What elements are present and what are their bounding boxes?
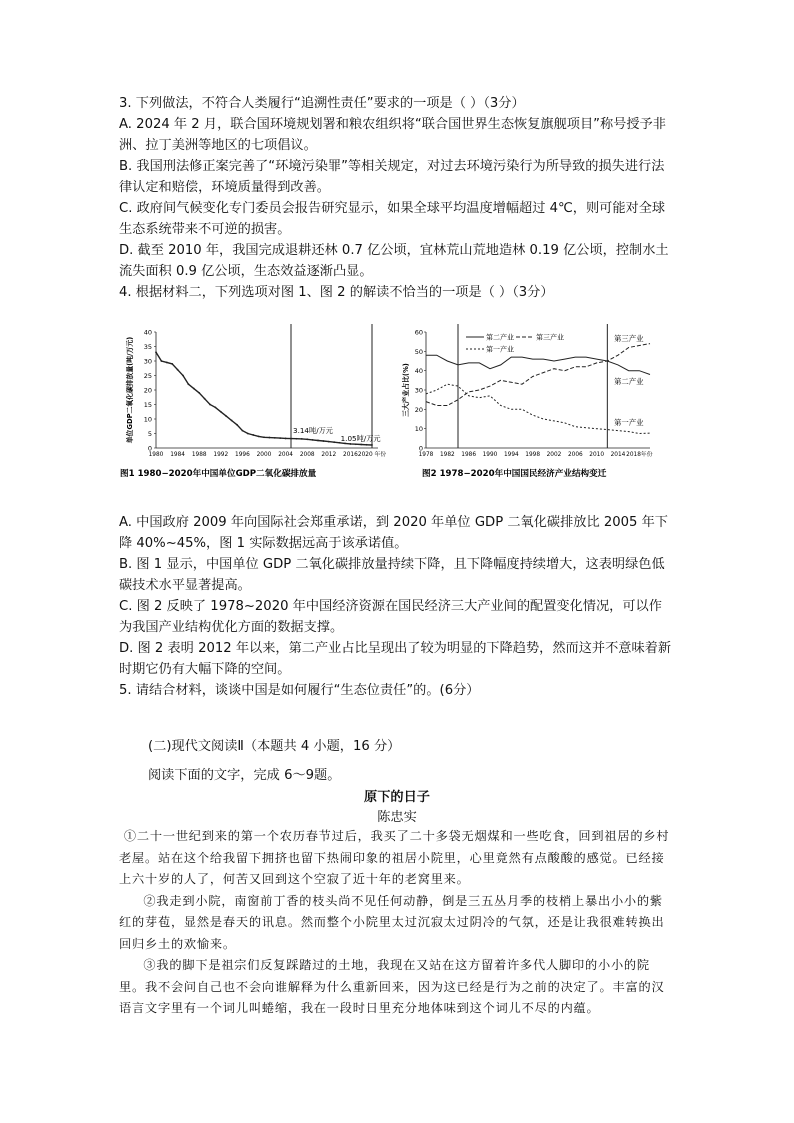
co2-point [279,437,281,439]
reading-instruction: 阅读下面的文字，完成 6～9题。 [148,768,341,783]
legend-label: 第三产业 [536,333,564,342]
question-4-options [119,512,675,701]
x-tick-label: 2002 [546,452,562,458]
co2-point [188,383,190,385]
paragraph-1: ①二十一世纪到来的第一个农历春节过后，我买了二十多袋无烟煤和一些吃食，回到祖居的乡村老屋。站在这个给我留下拥挤也留下热闹印象的祖居小院里，心里竟然有点酸酸的感觉。已经接上六十岁的人了，何苦又回到这个空寂了近十年的老窝里来。 [119,829,670,886]
article-title: 原下的日子 [364,790,430,805]
q3-option-b: B. 我国刑法修正案完善了“环境污染罪”等相关规定，对过去环境污染行为所导致的损失进行法律认定和赔偿，环境质量得到改善。 [119,159,665,195]
right-label-first: 第一产业 [614,418,644,427]
y-tick-label: 20 [143,386,152,395]
co2-point [161,360,163,362]
x-tick-label: 2014 [610,452,626,458]
co2-point [285,438,287,440]
x-tick-label: 1978 [418,452,434,458]
co2-point [177,369,179,371]
y-axis-label: 单位GDP二氧化碳排放量(吨/万元) [126,336,134,444]
co2-point [220,411,222,413]
co2-point [355,443,357,445]
co2-point [155,351,157,353]
x-tick-label: 1984 [170,452,185,458]
y-tick-label: 10 [143,415,152,424]
co2-point [328,441,330,443]
q3-stem: 3. 下列做法，不符合人类履行“追溯性责任”要求的一项是（ ）（3分） [119,96,525,111]
x-tick-label: 2000 [256,452,272,458]
article-author: 陈忠实 [377,810,417,825]
article-body [119,826,675,1020]
co2-point [312,439,314,441]
co2-point [182,375,184,377]
y-tick-label: 0 [418,444,423,453]
y-tick-label: 35 [143,343,152,351]
co2-point [296,438,298,440]
section-heading: (二)现代文阅读Ⅱ（本题共 4 小题，16 分） [148,739,401,754]
co2-point [209,404,211,406]
co2-point [198,392,200,394]
y-tick-label: 25 [143,372,152,380]
x-tick-label: 2016 [343,452,358,458]
x-tick-label: 2010 [589,452,605,458]
q4-option-c: C. 图 2 反映了 1978~2020 年中国经济资源在国民经济三大产业间的配置变化情况，可以作为我国产业结构优化方面的数据支撑。 [119,599,662,635]
co2-point [204,398,206,400]
co2-point [171,363,173,365]
y-tick-label: 40 [143,328,152,337]
co2-point [242,430,244,432]
x-tick-label: 1986 [461,452,477,458]
co2-point [274,437,276,439]
figure-2-caption: 图2 1978−2020年中国国民经济产业结构变迁 [422,469,607,479]
annotation-label: 3.14吨/万元 [293,425,333,435]
paragraph-2: ②我走到小院，南窗前丁香的枝头尚不见任何动静，倒是三五丛月季的枝梢上暴出小小的紫红的芽苞，显然是春天的讯息。然而整个小院里太过沉寂太过阴冷的气氛，还是让我很难转换出回归乡土的欢愉来。 [119,893,665,951]
co2-point [193,388,195,390]
y-tick-label: 15 [143,401,152,409]
y-tick-label: 0 [147,444,152,453]
x-tick-label: 1990 [482,452,498,458]
x-tick-label: 1998 [525,452,541,458]
co2-point [366,444,368,446]
co2-point [258,436,260,438]
y-tick-label: 50 [414,347,423,356]
x-tick-label: 2020 年份 [357,452,387,458]
co2-point [247,433,249,435]
co2-point [215,407,217,409]
x-tick-label: 1980 [148,452,164,458]
x-tick-label: 2008 [299,452,315,458]
y-tick-label: 30 [414,386,423,395]
third-industry-line [426,344,650,406]
co2-point [306,438,308,440]
figure-1-caption: 图1 1980−2020年中国单位GDP二氧化碳排放量 [120,469,317,479]
x-tick-label: 2018年份 [626,452,653,458]
q3-option-d: D. 截至 2010 年，我国完成退耕还林 0.7 亿公顷，宜林荒山荒地造林 0.19 亿公顷，控制水土流失面积 0.9 亿公顷，生态效益逐渐凸显。 [119,243,669,279]
x-tick-label: 2004 [278,452,293,458]
legend-label: 第一产业 [486,345,514,354]
question-3 [119,93,675,303]
paragraph-3: ③我的脚下是祖宗们反复踩踏过的土地，我现在又站在这方留着许多代人脚印的小小的院里。我不会问自己也不会向谁解释为什么重新回来，因为这已经是行为之前的决定了。丰富的汉语言文字里有一个词儿叫蜷缩，我在一段时日里充分地体味到这个词儿不尽的内蕴。 [119,958,665,1015]
x-tick-label: 1992 [213,452,229,458]
x-tick-label: 2006 [567,452,583,458]
q3-option-a: A. 2024 年 2 月，联合国环境规划署和粮农组织将“联合国世界生态恢复旗舰项目”称号授予非洲、拉丁美洲等地区的七项倡议。 [119,117,666,153]
x-tick-label: 2012 [321,452,337,458]
x-tick-label: 1988 [191,452,207,458]
figure-1-co2-chart [118,320,400,482]
y-tick-label: 20 [414,405,423,414]
x-tick-label: 1996 [235,452,250,458]
q4-option-b: B. 图 1 显示，中国单位 GDP 二氧化碳排放量持续下降，且下降幅度持续增大，这表明绿色低碳技术水平显著提高。 [119,557,665,593]
co2-point [225,415,227,417]
legend-label: 第二产业 [486,333,514,342]
co2-point [231,420,233,422]
co2-point [263,436,265,438]
annotation-label: 1.05吨/万元 [340,433,381,443]
x-tick-label: 1994 [503,452,519,458]
co2-point [350,443,352,445]
co2-point [360,444,362,446]
y-tick-label: 40 [414,367,423,376]
co2-series-line [156,352,372,445]
right-label-second: 第二产业 [614,377,644,386]
q3-option-c: C. 政府间气候变化专门委员会报告研究显示，如果全球平均温度增幅超过 4℃，则可能对全球生态系统带来不可逆的损害。 [119,201,666,237]
y-tick-label: 60 [414,328,423,337]
co2-point [236,424,238,426]
y-tick-label: 10 [414,425,423,434]
co2-point [323,440,325,442]
co2-point [252,434,254,436]
x-tick-label: 1982 [439,452,455,458]
y-tick-label: 30 [143,357,152,366]
y-tick-label: 5 [147,430,152,438]
figure-2-industry-chart [400,320,676,482]
q4-option-d: D. 图 2 表明 2012 年以来，第二产业占比呈现出了较为明显的下降趋势，然而这并不意味着新时期它仍有大幅下降的空间。 [119,641,672,677]
co2-point [317,440,319,442]
y-axis-label: 三大产业占比(%) [402,363,410,417]
right-label-third: 第三产业 [614,334,644,343]
co2-point [166,362,168,364]
second-industry-line [426,355,650,374]
co2-point [269,437,271,439]
q4-option-a: A. 中国政府 2009 年向国际社会郑重承诺，到 2020 年单位 GDP 二氧化碳排放比 2005 年下降 40%~45%，图 1 实际数据远高于该承诺值。 [119,515,668,551]
q4-stem: 4. 根据材料二，下列选项对图 1、图 2 的解读不恰当的一项是（ ）（3分） [119,285,554,300]
co2-point [301,438,303,440]
co2-point [333,441,335,443]
question-5: 5. 请结合材料，谈谈中国是如何履行“生态位责任”的。(6分） [119,683,480,698]
